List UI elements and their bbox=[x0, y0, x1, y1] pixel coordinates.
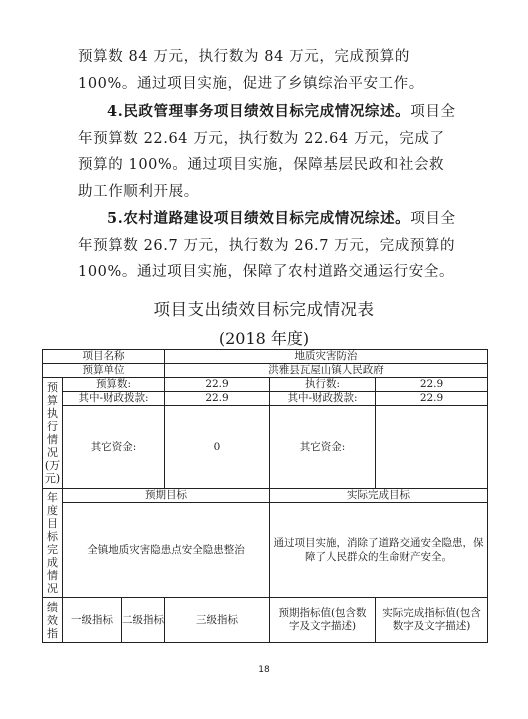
table-year: (2018 年度) bbox=[218, 329, 310, 348]
performance-table bbox=[42, 349, 488, 643]
paragraph-text: 项目全年预算数 26.7 万元，执行数为 26.7 万元，完成预算的 100%。通过项目实施，保障了农村道路交通运行安全。 bbox=[78, 211, 456, 280]
goal-side-label: 年度目标完成情况 bbox=[43, 489, 63, 598]
other-funds-label: 其它资金: bbox=[63, 406, 165, 489]
paragraph-text: 项目全年预算数 22.64 万元，执行数为 22.64 万元，完成了预算的 100%。通过项目实施，保障基层民政和社会救助工作顺利开展。 bbox=[78, 104, 456, 200]
actual-goal: 通过项目实施，消除了道路交通安全隐患，保障了人民群众的生命财产安全。 bbox=[270, 503, 488, 598]
fiscal-label-2: 其中-财政拨款: bbox=[270, 392, 376, 406]
paragraph-security bbox=[78, 44, 458, 97]
paragraph-heading: 5.农村道路建设项目绩效目标完成情况综述。 bbox=[107, 210, 411, 227]
fiscal-value-2: 22.9 bbox=[376, 392, 488, 406]
paragraph-heading: 4.民政管理事务项目绩效目标完成情况综述。 bbox=[107, 103, 411, 120]
other-funds-value: 0 bbox=[165, 406, 270, 489]
paragraph-civil-affairs bbox=[78, 99, 458, 205]
paragraph-text: 预算数 84 万元，执行数为 84 万元，完成预算的 100%。通过项目实施，促进了乡镇综治平安工作。 bbox=[78, 49, 424, 92]
indicator-side-label: 绩效指 bbox=[43, 598, 63, 643]
table-row bbox=[43, 598, 488, 643]
level3-header: 三级指标 bbox=[165, 598, 270, 643]
fiscal-value: 22.9 bbox=[165, 392, 270, 406]
table-row bbox=[43, 489, 488, 503]
table-row bbox=[43, 406, 488, 489]
exec-label: 执行数: bbox=[270, 378, 376, 392]
table-row bbox=[43, 350, 488, 364]
budget-side-label: 预算执行情况(万元) bbox=[43, 378, 63, 489]
fiscal-label: 其中-财政拨款: bbox=[63, 392, 165, 406]
expected-goal-label: 预期目标 bbox=[63, 489, 270, 503]
level2-header: 二级指标 bbox=[122, 598, 165, 643]
unit-label: 预算单位 bbox=[43, 364, 165, 378]
page-number: 18 bbox=[258, 665, 270, 675]
budget-value: 22.9 bbox=[165, 378, 270, 392]
project-name-label: 项目名称 bbox=[43, 350, 165, 364]
table-row bbox=[43, 378, 488, 392]
table-row bbox=[43, 364, 488, 378]
expected-value-header: 预期指标值(包含数字及文字描述) bbox=[270, 598, 376, 643]
table-title: 项目支出绩效目标完成情况表 bbox=[153, 300, 375, 319]
level1-header: 一级指标 bbox=[63, 598, 122, 643]
actual-value-header: 实际完成指标值(包含数字及文字描述) bbox=[376, 598, 488, 643]
other-funds-label-2: 其它资金: bbox=[270, 406, 376, 489]
table-row bbox=[43, 392, 488, 406]
exec-value: 22.9 bbox=[376, 378, 488, 392]
expected-goal: 全镇地质灾害隐患点安全隐患整治 bbox=[63, 503, 270, 598]
unit-value: 洪雅县瓦屋山镇人民政府 bbox=[165, 364, 488, 378]
table-row bbox=[43, 503, 488, 598]
paragraph-rural-roads bbox=[78, 206, 458, 286]
actual-goal-label: 实际完成目标 bbox=[270, 489, 488, 503]
other-funds-value-2 bbox=[376, 406, 488, 489]
project-name: 地质灾害防治 bbox=[165, 350, 488, 364]
budget-label: 预算数: bbox=[63, 378, 165, 392]
